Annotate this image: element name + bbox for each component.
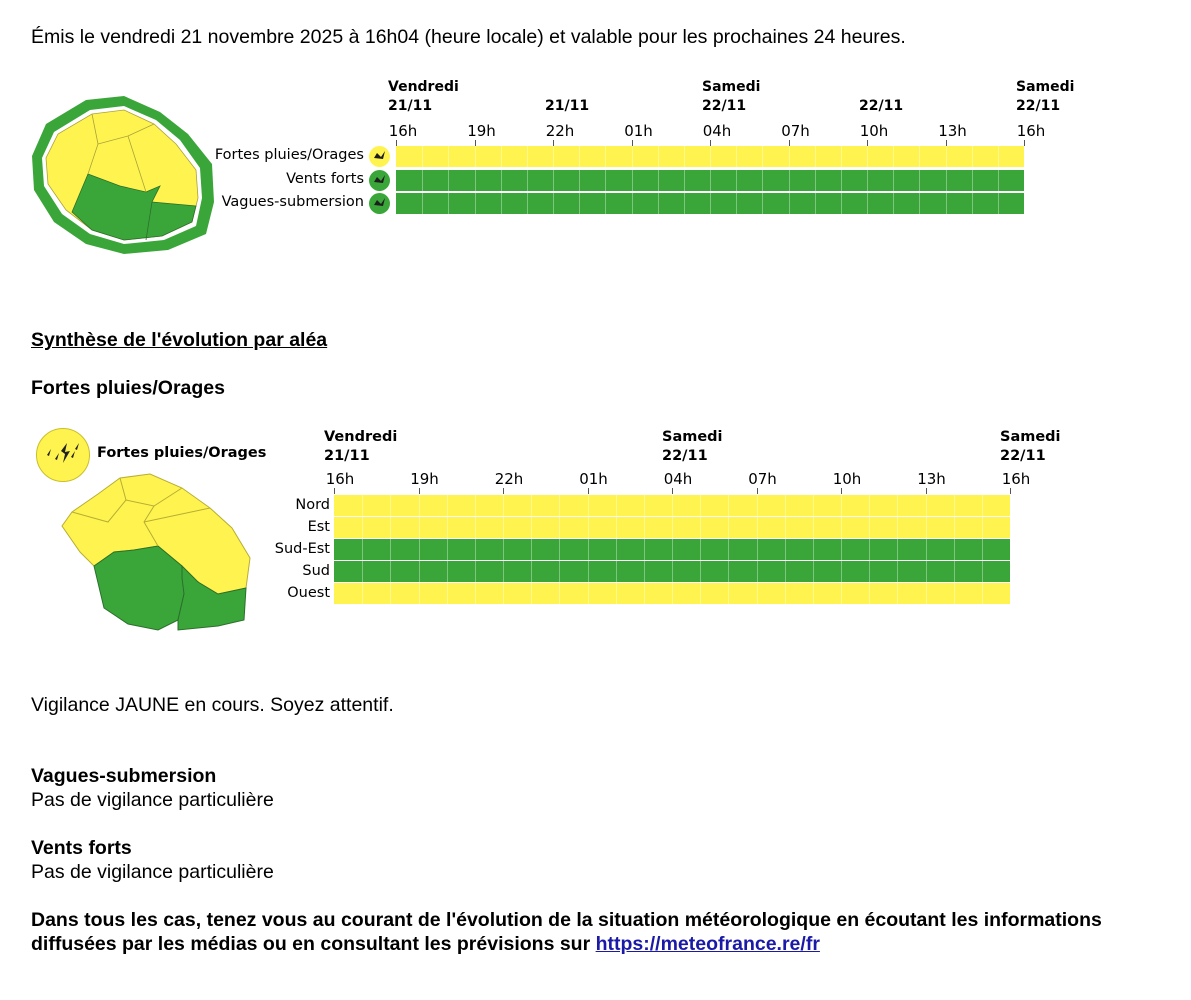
reunion-map-zones — [58, 470, 254, 634]
legend-label: Fortes pluies/Orages — [97, 445, 267, 461]
day-name: Samedi — [702, 79, 761, 95]
day-date: 22/11 — [702, 98, 747, 114]
hour-tick — [757, 488, 758, 494]
overview-bar-green — [396, 193, 1024, 214]
waves-icon — [369, 193, 390, 214]
hour-tick — [503, 488, 504, 494]
overview-row-label: Fortes pluies/Orages — [214, 147, 364, 163]
day-date: 22/11 — [859, 98, 904, 114]
hour-label: 19h — [410, 470, 439, 488]
hour-label: 07h — [748, 470, 777, 488]
overview-bar-green — [396, 170, 1024, 191]
day-date: 22/11 — [1016, 98, 1061, 114]
day-name — [545, 78, 589, 97]
hour-label: 13h — [938, 122, 967, 140]
hour-label: 19h — [467, 122, 496, 140]
hour-tick — [1010, 488, 1011, 494]
zone-label: Sud — [302, 563, 330, 579]
zone-label: Ouest — [287, 585, 330, 601]
day-header — [702, 78, 760, 116]
day-header — [662, 428, 723, 466]
synthese-title: Synthèse de l'évolution par aléa — [31, 329, 328, 351]
zone-bar-green — [334, 561, 1010, 582]
overview-row-label: Vagues-submersion — [221, 194, 364, 210]
day-name: Samedi — [1000, 429, 1061, 445]
day-name: Samedi — [662, 429, 723, 445]
hour-tick — [672, 488, 673, 494]
hour-label: 16h — [1001, 470, 1031, 488]
hour-label: 10h — [859, 122, 889, 140]
zone-bar-yellow — [334, 517, 1010, 538]
vigilance-status: Vigilance JAUNE en cours. Soyez attentif. — [31, 694, 394, 716]
hour-label: 13h — [917, 470, 946, 488]
day-header — [388, 78, 459, 116]
day-date: 21/11 — [388, 98, 433, 114]
day-header — [324, 428, 397, 466]
hour-label: 22h — [494, 470, 524, 488]
hour-label: 22h — [545, 122, 575, 140]
hour-tick — [1024, 140, 1025, 146]
thunderstorm-rain-icon — [369, 146, 390, 167]
hour-label: 16h — [1016, 122, 1046, 140]
hour-tick — [841, 488, 842, 494]
hour-label: 16h — [325, 470, 355, 488]
hour-label: 10h — [832, 470, 862, 488]
day-name — [859, 78, 903, 97]
day-name: Vendredi — [324, 429, 398, 445]
hour-label: 07h — [781, 122, 810, 140]
issued-text: Émis le vendredi 21 novembre 2025 à 16h04 (heure locale) et valable pour les prochaines 24 heures. — [31, 26, 906, 48]
day-header — [1016, 78, 1074, 116]
hour-tick — [588, 488, 589, 494]
hour-tick — [419, 488, 420, 494]
zone-bar-yellow — [334, 583, 1010, 604]
day-header — [545, 78, 589, 116]
day-header — [859, 78, 903, 116]
footer-text: Dans tous les cas, tenez vous au courant de l'évolution de la situation météorologique en écoutant les informations diffusées par les médias ou en consultant les prévisions sur — [31, 909, 1102, 955]
zone-bar-green — [334, 539, 1010, 560]
day-date: 22/11 — [662, 448, 708, 464]
overview-map — [28, 94, 218, 256]
hour-label: 01h — [624, 122, 653, 140]
meteofrance-link[interactable]: https://meteofrance.re/fr — [595, 933, 820, 955]
footer-advice — [31, 908, 1181, 956]
reunion-map-overview — [28, 94, 218, 256]
fortes-pluies-title: Fortes pluies/Orages — [31, 377, 225, 399]
zone-label: Nord — [295, 497, 330, 513]
zone-label: Sud-Est — [274, 541, 330, 557]
zone-bar-yellow — [334, 495, 1010, 516]
zones-map — [58, 470, 254, 634]
hour-tick — [334, 488, 335, 494]
overview-row-label: Vents forts — [286, 171, 364, 187]
vagues-status: Pas de vigilance particulière — [31, 789, 274, 811]
hour-label: 04h — [663, 470, 693, 488]
vents-status: Pas de vigilance particulière — [31, 861, 274, 883]
hour-label: 16h — [388, 122, 418, 140]
hour-tick — [926, 488, 927, 494]
vents-title: Vents forts — [31, 837, 132, 859]
overview-bar-yellow — [396, 146, 1024, 167]
wind-icon — [369, 170, 390, 191]
day-date: 21/11 — [545, 98, 590, 114]
day-header — [1000, 428, 1061, 466]
hour-label: 01h — [579, 470, 608, 488]
zone-label: Est — [307, 519, 330, 535]
day-date: 21/11 — [324, 448, 370, 464]
vagues-title: Vagues-submersion — [31, 765, 217, 787]
hour-label: 04h — [702, 122, 732, 140]
day-date: 22/11 — [1000, 448, 1046, 464]
day-name: Vendredi — [388, 79, 459, 95]
day-name: Samedi — [1016, 79, 1075, 95]
